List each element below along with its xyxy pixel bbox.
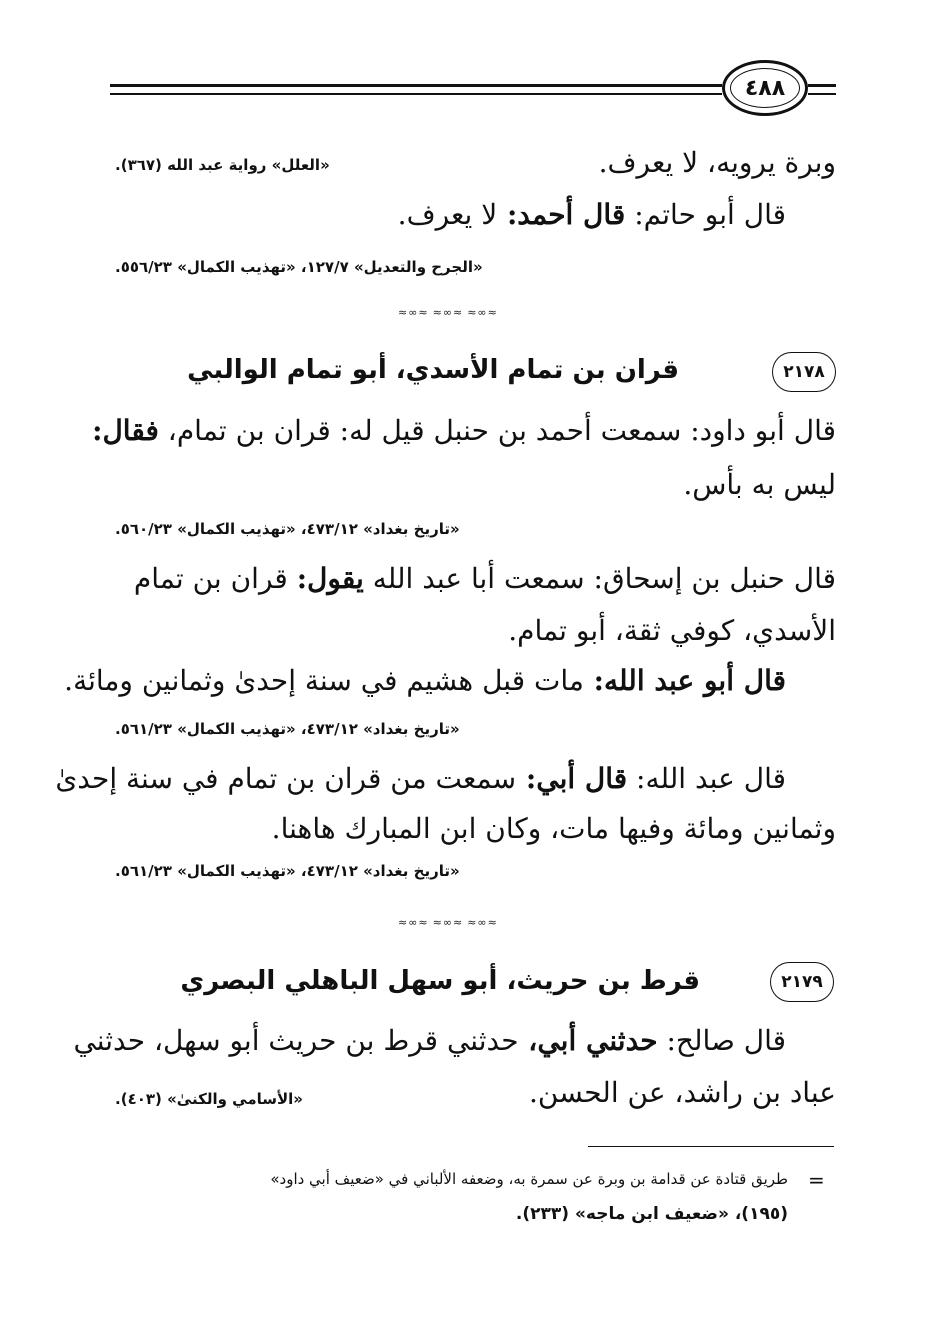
source-citation: «تاريخ بغداد» ٤٧٣/١٢، «تهذيب الكمال» ٥٦٠/٢٣. <box>115 520 460 538</box>
text-line: الأسدي، كوفي ثقة، أبو تمام. <box>508 614 836 647</box>
text-line: قال أبو داود: سمعت أحمد بن حنبل قيل له: قران بن تمام، فقال: <box>92 414 836 447</box>
text-line: قال أبو عبد الله: مات قبل هشيم في سنة إحدىٰ وثمانين ومائة. <box>64 664 786 697</box>
header-rule-top <box>110 84 722 87</box>
source-citation: «الجرح والتعديل» ١٢٧/٧، «تهذيب الكمال» ٥٥٦/٢٣. <box>115 258 483 276</box>
source-citation: «تاريخ بغداد» ٤٧٣/١٢، «تهذيب الكمال» ٥٦١/٢٣. <box>115 720 460 738</box>
page-number-badge <box>722 60 808 116</box>
footnote-separator <box>588 1146 834 1147</box>
footnote-line: (١٩٥)، «ضعيف ابن ماجه» (٢٣٣). <box>515 1204 788 1224</box>
text-line: ليس به بأس. <box>683 468 836 501</box>
text-line: وبرة يرويه، لا يعرف. <box>598 146 836 179</box>
entry-number-badge: ٢١٧٨ <box>772 352 836 392</box>
text-line: قال أبو حاتم: قال أحمد: لا يعرف. <box>397 198 786 231</box>
header-rule-right-bottom <box>808 93 836 95</box>
header-rule-right <box>808 84 836 87</box>
page-number: ٤٨٨ <box>744 75 786 101</box>
text-line: وثمانين ومائة وفيها مات، وكان ابن المبارك هاهنا. <box>271 812 836 845</box>
text-line: قال حنبل بن إسحاق: سمعت أبا عبد الله يقول: قران بن تمام <box>133 562 836 595</box>
entry-title: قرط بن حريث، أبو سهل الباهلي البصري <box>180 966 700 996</box>
section-divider-ornament: ≈∞≈ ≈∞≈ ≈∞≈ <box>398 306 498 319</box>
footnote-mark: = <box>808 1168 825 1192</box>
footnote-line: طريق قتادة عن قدامة بن وبرة عن سمرة به، وضعفه الألباني في «ضعيف أبي داود» <box>270 1170 788 1188</box>
text-line: عباد بن راشد، عن الحسن. <box>529 1076 836 1109</box>
text-line: قال عبد الله: قال أبي: سمعت من قران بن تمام في سنة إحدىٰ <box>55 762 786 795</box>
source-citation: «الأسامي والكنىٰ» (٤٠٣). <box>115 1090 303 1108</box>
section-divider-ornament: ≈∞≈ ≈∞≈ ≈∞≈ <box>398 916 498 929</box>
source-citation: «تاريخ بغداد» ٤٧٣/١٢، «تهذيب الكمال» ٥٦١/٢٣. <box>115 862 460 880</box>
entry-number-badge: ٢١٧٩ <box>770 962 834 1002</box>
source-citation: «العلل» رواية عبد الله (٣٦٧). <box>115 156 330 174</box>
entry-title: قران بن تمام الأسدي، أبو تمام الوالبي <box>187 355 679 385</box>
text-line: قال صالح: حدثني أبي، حدثني قرط بن حريث أبو سهل، حدثني <box>73 1024 786 1057</box>
header-rule-bottom <box>110 93 722 95</box>
